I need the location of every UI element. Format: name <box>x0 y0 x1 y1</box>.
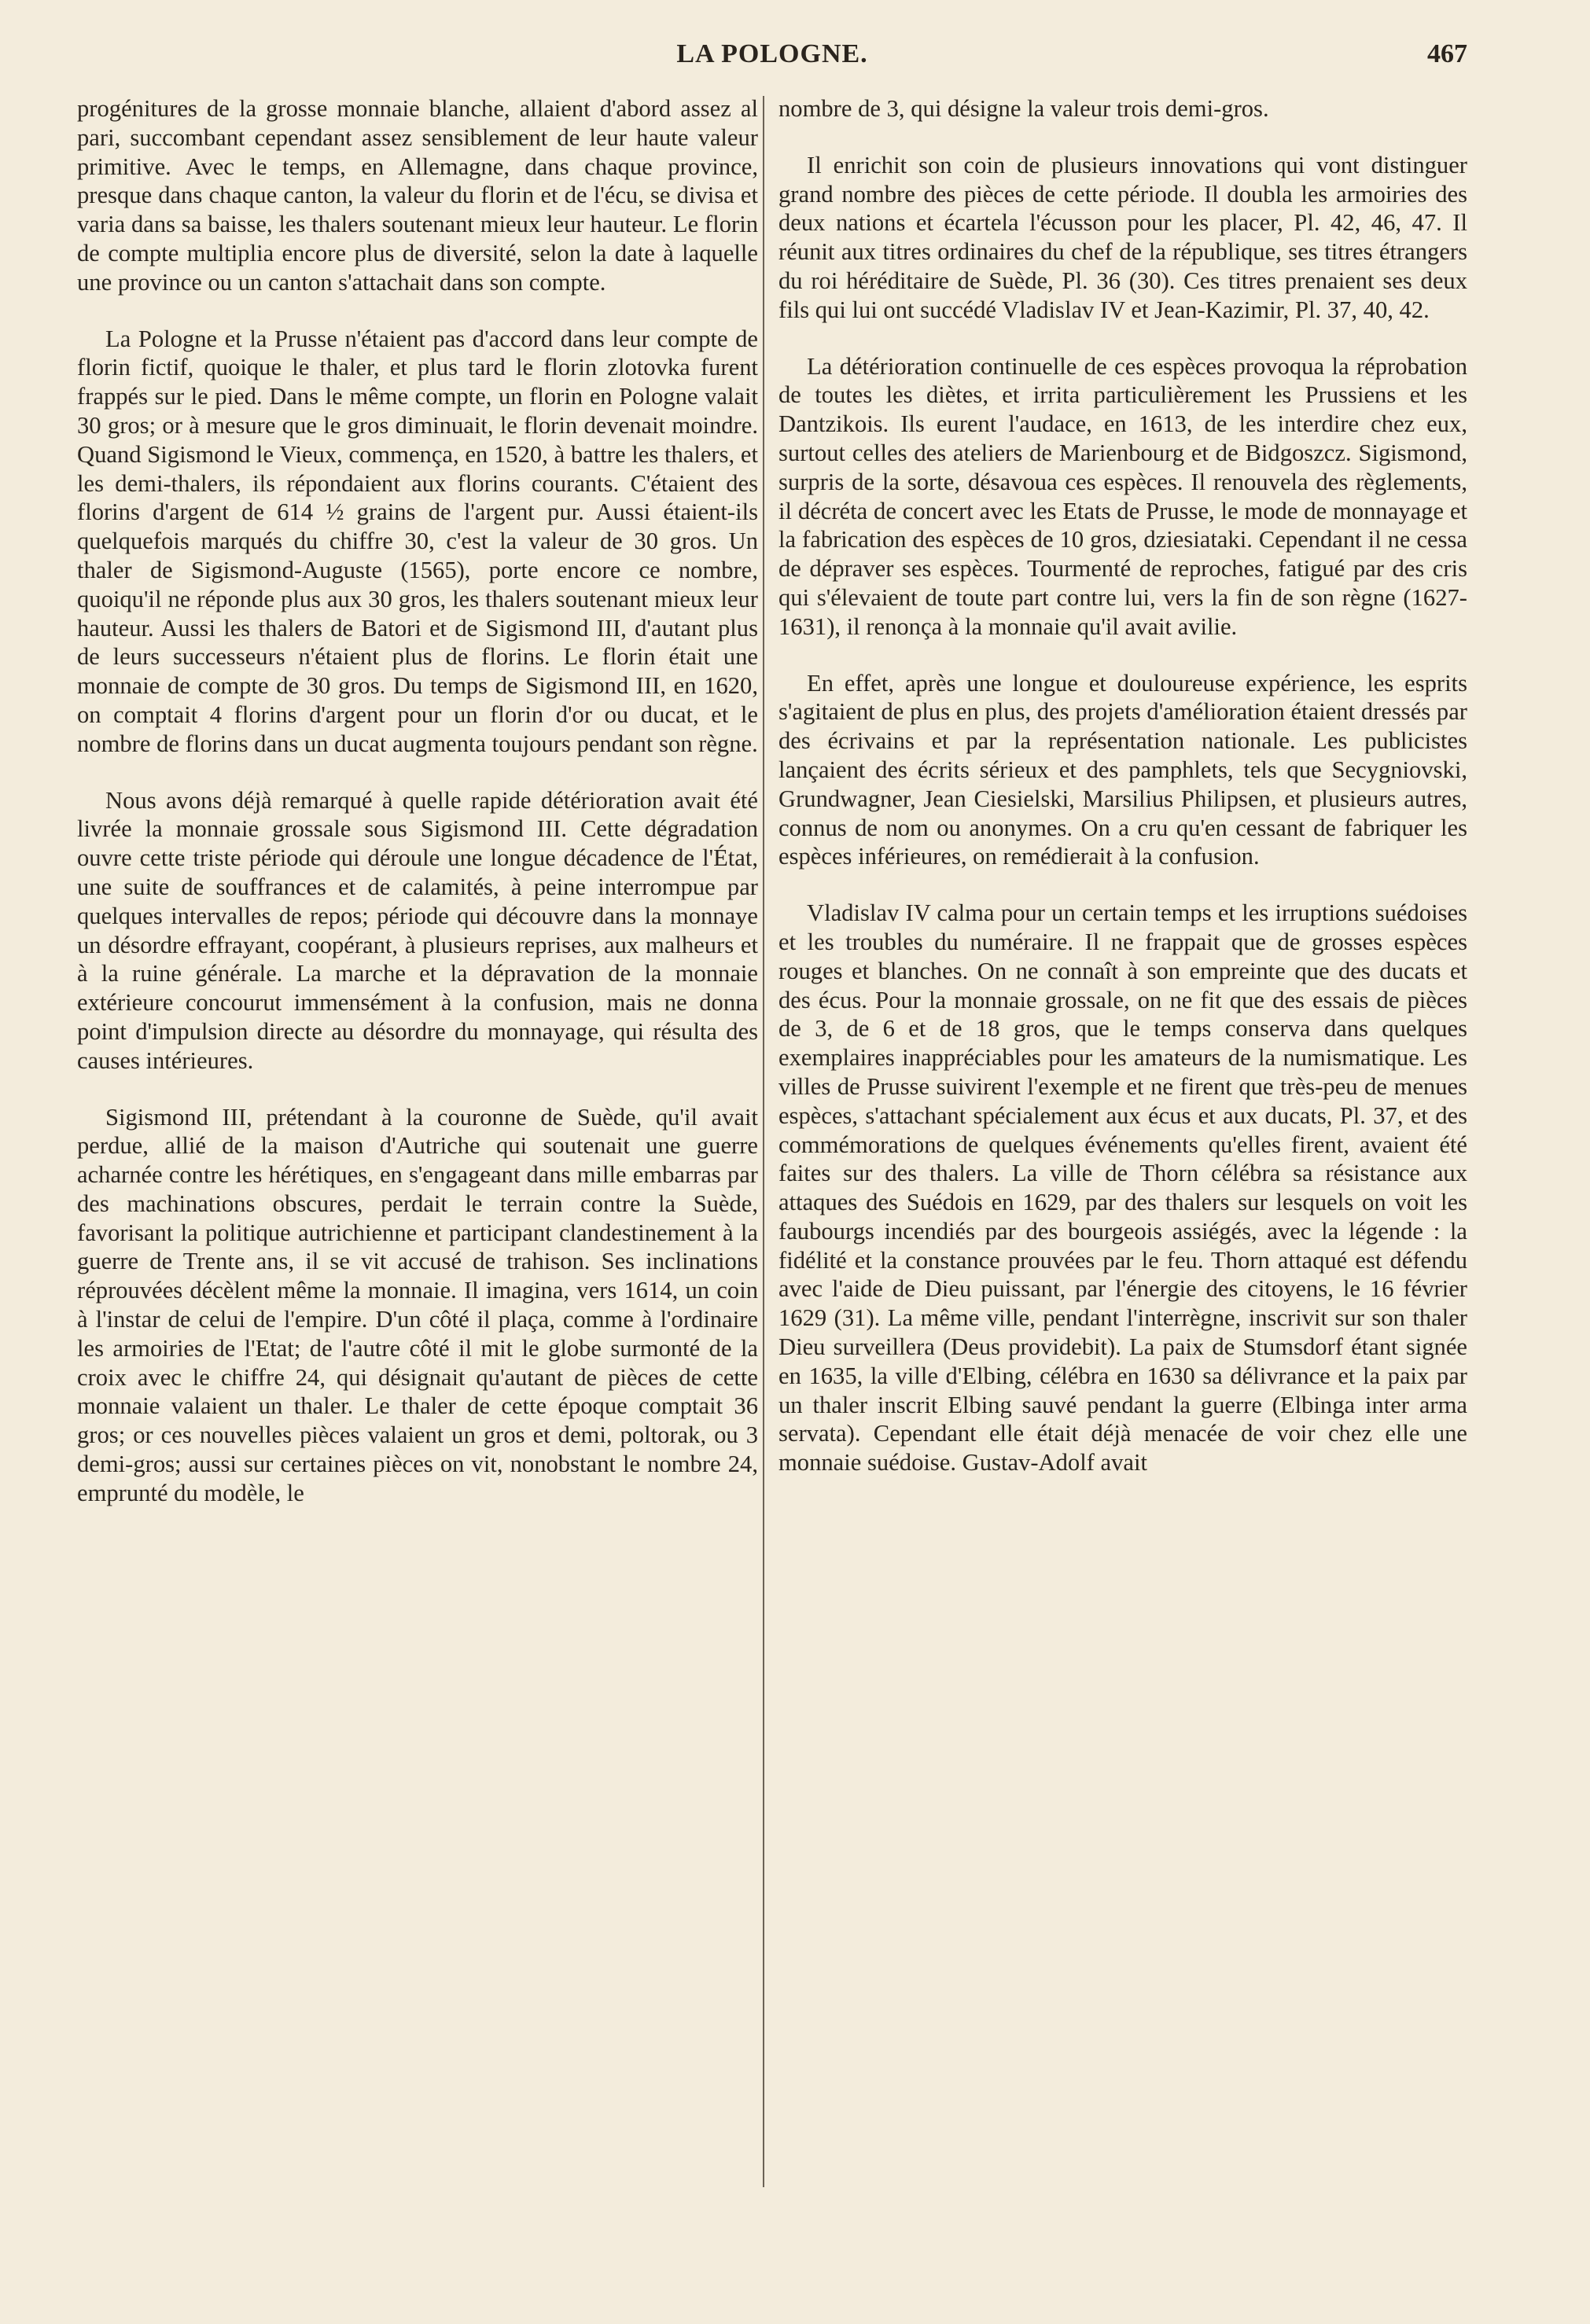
running-title: LA POLOGNE. <box>676 39 868 68</box>
paragraph: En effet, après une longue et douloureuse expérience, les esprits s'agitaient de plus en plus, des projets d'amélioration étaient dressés par des écrivains et par la représentation nationale. Les publicistes lançaient des écrits sérieux et des pamphlets, tels que Secygniovski, Grundwagner, Jean Ciesielski, Marsilius Philipsen, et plusieurs autres, connus de nom ou anonymes. On a cru qu'en cessant de fabriquer les espèces inférieures, on remédierait à la confusion. <box>778 669 1467 870</box>
paragraph: Nous avons déjà remarqué à quelle rapide détérioration avait été livrée la monnaie grossale sous Sigismond III. Cette dégradation ouvre cette triste période qui déroule une longue décadence de l'État, une suite de souffrances et de calamités, à peine interrompue par quelques intervalles de repos; période qui découvre dans la monnaye un désordre effrayant, coopérant, à plusieurs reprises, aux malheurs et à la ruine générale. La marche et la dépravation de la monnaie extérieure concourut immensément à la confusion, mais ne donna point d'impulsion directe au désordre du monnayage, qui résulta des causes intérieures. <box>77 786 758 1074</box>
paragraph: La Pologne et la Prusse n'étaient pas d'accord dans leur compte de florin fictif, quoique le thaler, et plus tard le florin zlotovka furent frappés sur le pied. Dans le même compte, un florin en Pologne valait 30 gros; or à mesure que le gros diminuait, le florin devenait moindre. Quand Sigismond le Vieux, commença, en 1520, à battre les thalers, et les demi-thalers, ils répondaient aux florins courants. C'étaient des florins d'argent de 614 ½ grains de l'argent pur. Aussi étaient-ils quelquefois marqués du chiffre 30, c'est la valeur de 30 gros. Un thaler de Sigismond-Auguste (1565), porte encore ce nombre, quoiqu'il ne réponde plus aux 30 gros, les thalers soutenant mieux leur hauteur. Aussi les thalers de Batori et de Sigismond III, d'autant plus de leurs successeurs n'étaient plus de florins. Le florin était une monnaie de compte de 30 gros. Du temps de Sigismond III, en 1620, on comptait 4 florins d'argent pour un florin d'or ou ducat, et le nombre de florins dans un ducat augmenta toujours pendant son règne. <box>77 325 758 757</box>
paragraph: Il enrichit son coin de plusieurs innovations qui vont distinguer grand nombre des pièces de cette période. Il doubla les armoiries des deux nations et écartela l'écusson pour les placer, Pl. 42, 46, 47. Il réunit aux titres ordinaires du chef de la république, ses titres étrangers du roi héréditaire de Suède, Pl. 36 (30). Ces titres prenaient ses deux fils qui lui ont succédé Vladislav IV et Jean-Kazimir, Pl. 37, 40, 42. <box>778 151 1467 323</box>
paragraph: La détérioration continuelle de ces espèces provoqua la réprobation de toutes les diètes, et irrita particulièrement les Prussiens et les Dantzikois. Ils eurent l'audace, en 1613, de les interdire chez eux, surtout celles des ateliers de Marienbourg et de Bidgoszcz. Sigismond, surpris de la sorte, désavoua ces espèces. Il renouvela des règlements, il décréta de concert avec les Etats de Prusse, le mode de monnayage et la fabrication des espèces de 10 gros, dziesiataki. Cependant il ne cessa de dépraver ses espèces. Tourmenté de reproches, fatigué par des cris qui s'élevaient de toute part contre lui, vers la fin de son règne (1627-1631), il renonça à la monnaie qu'il avait avilie. <box>778 352 1467 640</box>
paragraph: progénitures de la grosse monnaie blanche, allaient d'abord assez al pari, succombant cependant assez sensiblement de leur haute valeur primitive. Avec le temps, en Allemagne, dans chaque province, presque dans chaque canton, la valeur du florin et de l'écu, se divisa et varia dans sa baisse, les thalers soutenant mieux leur hauteur. Le florin de compte multiplia encore plus de diversité, selon la date à laquelle une province ou un canton s'attachait dans son compte. <box>77 95 758 296</box>
page-header <box>77 39 1467 75</box>
page-number: 467 <box>1427 39 1467 68</box>
paragraph: nombre de 3, qui désigne la valeur trois demi-gros. <box>778 95 1269 122</box>
paragraph: Sigismond III, prétendant à la couronne de Suède, qu'il avait perdue, allié de la maison d'Autriche qui soutenait une guerre acharnée contre les hérétiques, en s'engageant dans mille embarras par des machinations obscures, perdait le terrain contre la Suède, favorisant la politique autrichienne et participant clandestinement à la guerre de Trente ans, il se vit accusé de trahison. Ses inclinations réprouvées décèlent même la monnaie. Il imagina, vers 1614, un coin à l'instar de celui de l'empire. D'un côté il plaça, comme à l'ordinaire les armoiries de l'Etat; de l'autre côté il mit le globe surmonté de la croix avec le chiffre 24, qui désignait qu'autant de pièces de cette monnaie valaient un thaler. Le thaler de cette époque comptait 36 gros; or ces nouvelles pièces valaient un gros et demi, poltorak, ou 3 demi-gros; aussi sur certaines pièces on vit, nonobstant le nombre 24, emprunté du modèle, le <box>77 1103 758 1506</box>
left-column <box>77 94 758 1508</box>
right-column <box>778 94 1467 1477</box>
paragraph: Vladislav IV calma pour un certain temps et les irruptions suédoises et les troubles du numéraire. Il ne frappait que de grosses espèces rouges et blanches. On ne connaît à son empreinte que des ducats et des écus. Pour la monnaie grossale, on ne fit que des essais de pièces de 3, de 6 et de 18 gros, que le temps conserva dans quelques exemplaires inappréciables pour les amateurs de la numismatique. Les villes de Prusse suivirent l'exemple et ne firent que très-peu de menues espèces, s'attachant spécialement aux écus et aux ducats, Pl. 37, et des commémorations de quelques événements qu'elles firent, avaient été faites sur des thalers. La ville de Thorn célébra sa résistance aux attaques des Suédois en 1629, par des thalers sur lesquels on voit les faubourgs incendiés par des bourgeois assiégés, avec la légende : la fidélité et la constance prouvées par le feu. Thorn attaqué est défendu avec l'aide de Dieu puissant, par l'énergie des citoyens, le 16 février 1629 (31). La même ville, pendant l'interrègne, inscrivit sur son thaler Dieu surveillera (Deus providebit). La paix de Stumsdorf étant signée en 1635, la ville d'Elbing, célébra en 1630 sa délivrance et la paix par un thaler inscrit Elbing sauvé pendant la guerre (Elbinga inter arma servata). Cependant elle était déjà menacée de voir chez elle une monnaie suédoise. Gustav-Adolf avait <box>778 899 1467 1476</box>
column-divider <box>763 96 764 2187</box>
